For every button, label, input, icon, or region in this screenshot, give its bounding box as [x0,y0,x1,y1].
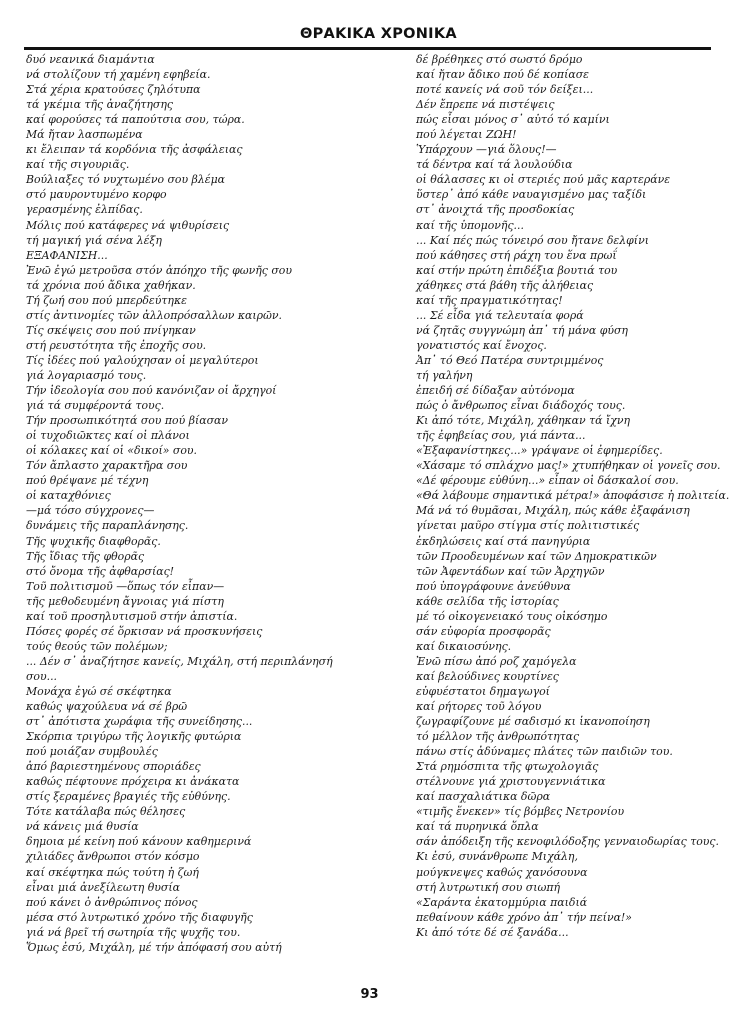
text-line: Κι ἀπό τότε, Μιχάλη, χάθηκαν τά ἴχνη [416,414,630,428]
text-line: στ᾽ ἀπότιστα χωράφια τῆς συνείδησης... [26,715,253,729]
text-line: τῶν Ἀφεντάδων καί τῶν Ἀρχηγῶν [416,564,605,578]
text-line: τή μαγική γιά σένα λέξη [26,233,162,247]
text-line: Τήν ἰδεολογία σου πού κανόνιζαν οἱ ἄρχηγοί [26,384,277,398]
text-line: καί βελούδινες κουρτίνες [416,669,559,683]
text-line: στή λυτρωτική σου σιωπή [416,880,561,894]
text-line: δημοια μέ κείνη πού κάνουν καθημερινά [26,835,252,849]
text-line: καθώς πέφτουνε πρόχειρα κι ἀνάκατα [26,775,240,789]
text-line: Πόσες φορές σέ ὅρκισαν νά προσκυνήσεις [26,624,263,638]
text-line: τά δέντρα καί τά λουλούδια [416,158,573,172]
text-line: εὐφυέστατοι δημαγωγοί [416,684,550,698]
text-line: καί τῆς πραγματικότητας! [416,293,563,307]
text-line: τό μέλλον τῆς ἀνθρωπότητας [416,730,580,744]
text-line: τῆς ἐφηβείας σου, γιά πάντα... [416,429,586,443]
text-line: πού μοιάζαν συμβουλές [26,745,158,759]
text-line: εἶναι μιά ἀνεξίλεωτη θυσία [26,880,180,894]
text-line: Μά ἤταν λασπωμένα [26,128,143,142]
page-header-title: ΘΡΑΚΙΚΑ ΧΡΟΝΙΚΑ [300,26,457,42]
text-line: γιά τά συμφέροντά τους. [26,399,165,413]
text-line: δέ βρέθηκες στό σωστό δρόμο [416,53,583,66]
text-line: στέλνουνε γιά χριστουγεννιάτικα [416,775,606,789]
text-line: καί τοῦ προσηλυτισμοῦ στήν ἀπιστία. [26,609,238,623]
text-line: στή ρευστότητα τῆς ἐποχῆς σου. [26,338,207,352]
text-line: Ἐνῶ πίσω ἀπό ροζ χαμόγελα [416,654,577,668]
text-line: ... Δέν σ᾽ ἀναζήτησε κανείς, Μιχάλη, στή περιπλάνησή [26,654,333,668]
text-line: τούς θεούς τῶν πολέμων; [26,639,168,653]
text-line: οἱ κόλακες καί οἱ «δικοί» σου. [26,444,197,458]
text-line: Σκόρπια τριγύρω τῆς λογικῆς φυτώρια [26,730,242,744]
text-line: Ἐνῶ ἐγώ μετροῦσα στόν ἀπόηχο τῆς φωνῆς σου [26,263,292,277]
text-line: ζωγραφίζουνε μέ σαδισμό κι ἱκανοποίηση [416,715,650,729]
text-line: πώς εἶσαι μόνος σ᾽ αὐτό τό καμίνι [416,113,610,127]
text-line: ποτέ κανείς νά σοῦ τόν δείξει... [416,83,594,97]
text-line: γιά νά βρεῖ τή σωτηρία τῆς ψυχῆς του. [26,925,241,939]
text-line: «Ἐξαφανίστηκες...» γράψανε οἱ ἐφημερίδες. [416,444,663,458]
text-line: σου... [26,669,57,683]
header-divider [24,47,711,50]
text-line: «Χάσαμε τό σπλάχνο μας!» χτυπήθηκαν οἱ γονεῖς σου. [416,459,721,473]
text-line: πεθαίνουν κάθε χρόνο ἀπ᾽ τήν πείνα!» [416,910,632,924]
text-line: σάν εὐφορία προσφορᾶς [416,624,551,638]
text-line: μέσα στό λυτρωτικό χρόνο τῆς διαφυγῆς [26,910,253,924]
text-line: —μά τόσο σύγχρονες— [26,504,155,518]
text-line: πού κάνει ὁ ἀνθρώπινος πόνος [26,895,198,909]
text-line: Τῆς ψυχικῆς διαφθορᾶς. [26,534,161,548]
text-line: ὕστερ᾽ ἀπό κάθε ναυαγισμένο μας ταξίδι [416,188,647,202]
text-line: μέ τό οἰκογενειακό τους οἰκόσημο [416,609,608,623]
text-line: Ἀπ᾽ τό Θεό Πατέρα συντριμμένος [416,353,604,367]
text-line: τά γκέμια τῆς ἀναζήτησης [26,98,173,112]
text-line: Στά ρημόσπιτα τῆς φτωχολογιᾶς [416,760,599,774]
text-line: Ὑπάρχουν —γιά ὅλους!— [416,143,557,157]
text-line: τῶν Προοδευμένων καί τῶν Δημοκρατικῶν [416,549,657,563]
text-line: Βούλιαξες τό νυχτωμένο σου βλέμα [26,173,226,187]
text-line: οἱ τυχοδιῶκτες καί οἱ πλάνοι [26,429,190,443]
text-line: Τή ζωή σου πού μπερδεύτηκε [26,293,187,307]
text-line: τή γαλήνη [416,368,473,382]
page-number: 93 [360,987,379,1002]
text-line: στ᾽ ἀνοιχτά τῆς προσδοκίας [416,203,575,217]
text-line: «τιμῆς ἕνεκεν» τίς βόμβες Νετρονίου [416,805,625,819]
text-line: Στά χέρια κρατούσες ζηλότυπα [26,83,201,97]
text-line: πού ὑπογράφουνε ἀνεύθυνα [416,579,571,593]
text-line: Κι ἀπό τότε δέ σέ ξανάδα... [416,925,569,939]
text-line: καί ρήτορες τοῦ λόγου [416,700,542,714]
text-line: γονατιστός καί ἔνοχος. [416,338,547,352]
text-line: δυνάμεις τῆς παραπλάνησης. [26,519,189,533]
text-line: νά κάνεις μιά θυσία [26,820,139,834]
text-line: «Δέ φέρουμε εὐθύνη...» εἶπαν οἱ δάσκαλοί σου. [416,474,679,488]
text-line: Μόλις πού κατάφερες νά ψιθυρίσεις [26,218,230,232]
text-line: πάνω στίς ἀδύναμες πλάτες τῶν παιδιῶν του. [416,745,673,759]
text-line: Τήν προσωπικότητά σου πού βίασαν [26,414,229,428]
text-line: χιλιάδες ἄνθρωποι στόν κόσμο [26,850,200,864]
text-line: τῆς μεθοδευμένη ἄγνοιας γιά πίστη [26,594,224,608]
text-line: καί φορούσες τά παπούτσια σου, τώρα. [26,113,245,127]
text-line: κι ἔλειπαν τά κορδόνια τῆς ἀσφάλειας [26,143,243,157]
text-line: τά χρόνια πού ἄδικα χαθήκαν. [26,278,196,292]
text-line: ... Σέ εἶδα γιά τελευταία φορά [416,308,584,322]
text-line: οἱ καταχθόνιες [26,489,111,503]
text-line: καί τῆς ὑπομονῆς... [416,218,524,232]
text-line: πού λέγεται ΖΩΗ! [416,128,517,142]
text-line: σάν ἀπόδειξη τῆς κενοφιλόδοξης γενναιοδωρίας τους. [416,835,719,849]
text-line: στίς ἀντινομίες τῶν ἀλλοπρόσαλλων καιρῶν. [26,308,282,322]
text-line: μούγκνεψες καθώς χανόσουνα [416,865,588,879]
text-line: καί τῆς σιγουριᾶς. [26,158,130,172]
text-line: στό μαυροντυμένο κορφο [26,188,167,202]
text-line: πού κάθησες στή ράχη του ἕνα πρωΐ [416,248,617,262]
text-line: οἱ θάλασσες κι οἱ στεριές πού μᾶς καρτεράνε [416,173,671,187]
text-line: ... Καί πές πώς τόνειρό σου ἤτανε δελφίνι [416,233,649,247]
text-line: γιά λογαριασμό τους. [26,368,147,382]
text-line: Μονάχα ἐγώ σέ σκέφτηκα [26,684,172,698]
text-line: Τίς σκέψεις σου πού πνίγηκαν [26,323,196,337]
text-line: ἐκδηλώσεις καί στά πανηγύρια [416,534,591,548]
text-line: Μά νά τό θυμᾶσαι, Μιχάλη, πώς κάθε ἐξαφάνιση [416,504,690,518]
text-line: Τῆς ἴδιας τῆς φθορᾶς [26,549,145,563]
text-line: καί δικαιοσύνης. [416,639,512,653]
text-line: πού θρέψανε μέ τέχνη [26,474,149,488]
text-line: στίς ξεραμένες βραγιές τῆς εὐθύνης. [26,790,231,804]
text-line: ΕΞΑΦΑΝΙΣΗ... [26,248,108,262]
text-line: καί στήν πρώτη ἐπιδέξια βουτιά του [416,263,618,277]
text-line: γερασμένης ἐλπίδας. [26,203,143,217]
text-line: «Θά λάβουμε σημαντικά μέτρα!» ἀποφάσισε ἡ πολιτεία. [416,489,730,503]
text-line: Τότε κατάλαβα πώς θέλησες [26,805,186,819]
text-line: καί τά πυρηνικά ὅπλα [416,820,539,834]
text-line: Κι ἐσύ, συνάνθρωπε Μιχάλη, [416,850,578,864]
text-line: Τοῦ πολιτισμοῦ —ὅπως τόν εἶπαν— [26,579,225,593]
text-line: ἀπό βαριεστημένους σποριάδες [26,760,201,774]
text-line: νά στολίζουν τή χαμένη εφηβεία. [26,68,211,82]
text-line: χάθηκες στά βάθη τῆς ἀλήθειας [416,278,594,292]
text-line: πώς ὁ ἄνθρωπος εἶναι διάδοχός τους. [416,399,626,413]
text-line: κάθε σελίδα τῆς ἱστορίας [416,594,559,608]
text-line: «Σαράντα ἑκατομμύρια παιδιά [416,895,588,909]
text-line: νά ζητᾶς συγγνώμη ἀπ᾽ τή μάνα φύση [416,323,628,337]
text-line: Δέν ἔπρεπε νά πιστέψεις [416,98,555,112]
text-line: ἐπειδή σέ δίδαξαν αὐτόνομα [416,384,575,398]
text-line: καί πασχαλιάτικα δῶρα [416,790,551,804]
text-line: Ὅμως ἐσύ, Μιχάλη, μέ τήν ἀπόφασή σου αὐτή [26,940,282,954]
text-line: Τόν ἄπλαστο χαρακτῆρα σου [26,459,188,473]
text-line: καί σκέφτηκα πώς τούτη ἡ ζωή [26,865,199,879]
text-line: καθώς ψαχούλευα νά σέ βρῶ [26,700,188,714]
text-line: καί ἤταν ἄδικο πού δέ κοπίασε [416,68,589,82]
left-text-column [26,52,406,955]
right-text-column [416,52,730,940]
text-line: Τίς ἰδέες πού γαλούχησαν οἱ μεγαλύτεροι [26,353,259,367]
text-line: γίνεται μαῦρο στίγμα στίς πολιτιστικές [416,519,640,533]
text-line: στό ὄνομα τῆς ἀφθαρσίας! [26,564,175,578]
text-line: δυό νεανικά διαμάντια [26,53,155,66]
